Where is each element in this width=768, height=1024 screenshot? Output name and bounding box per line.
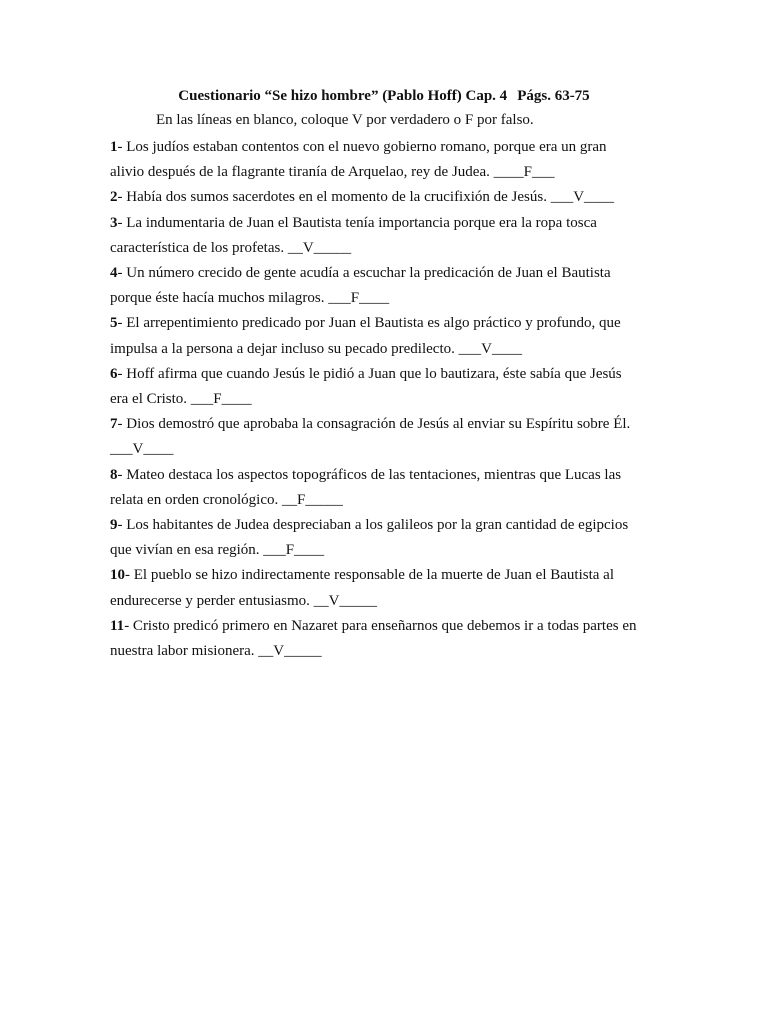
question-text: - Los habitantes de Judea despreciaban a los galileos por la gran cantidad de egipcios bbox=[117, 517, 629, 534]
question-line bbox=[110, 463, 670, 488]
document-title bbox=[0, 86, 768, 106]
question-line: que vivían en esa región. ___F____ bbox=[110, 542, 325, 559]
question-line bbox=[110, 614, 670, 639]
question-line: porque éste hacía muchos milagros. ___F____ bbox=[110, 290, 390, 307]
question-text: - Cristo predicó primero en Nazaret para enseñarnos que debemos ir a todas partes en bbox=[124, 617, 637, 634]
question-line bbox=[110, 513, 670, 538]
question-text: - Los judíos estaban contentos con el nuevo gobierno romano, porque era un gran bbox=[117, 139, 607, 155]
question-number: 2 bbox=[110, 189, 118, 206]
question-4 bbox=[110, 261, 670, 311]
question-text: - La indumentaria de Juan el Bautista tenía importancia porque era la ropa tosca bbox=[117, 214, 597, 231]
title-main: Cuestionario “Se hizo hombre” (Pablo Hoff) Cap. 4 bbox=[178, 88, 508, 104]
question-number: 8 bbox=[110, 466, 118, 483]
question-line: endurecerse y perder entusiasmo. __V_____ bbox=[110, 592, 377, 609]
question-line: ___V____ bbox=[110, 441, 174, 458]
question-line bbox=[110, 185, 670, 210]
question-number: 5 bbox=[110, 315, 118, 332]
question-line: nuestra labor misionera. __V_____ bbox=[110, 643, 322, 660]
question-line: alivio después de la flagrante tiranía de Arquelao, rey de Judea. ____F___ bbox=[110, 164, 555, 181]
question-10 bbox=[110, 563, 670, 613]
question-6 bbox=[110, 362, 670, 412]
question-3 bbox=[110, 211, 670, 261]
question-line bbox=[110, 563, 670, 588]
question-text: - Mateo destaca los aspectos topográficos de las tentaciones, mientras que Lucas las bbox=[117, 466, 622, 483]
question-2 bbox=[110, 185, 670, 210]
question-text: - El arrepentimiento predicado por Juan el Bautista es algo práctico y profundo, que bbox=[117, 315, 621, 332]
question-number: 10 bbox=[110, 567, 125, 584]
question-number: 11 bbox=[110, 617, 125, 634]
question-line bbox=[110, 135, 670, 160]
question-number: 4 bbox=[110, 265, 118, 282]
question-1 bbox=[110, 135, 670, 185]
question-text: - Dios demostró que aprobaba la consagración de Jesús al enviar su Espíritu sobre Él. bbox=[117, 416, 631, 433]
question-line: relata en orden cronológico. __F_____ bbox=[110, 491, 343, 508]
question-9 bbox=[110, 513, 670, 563]
question-text: - El pueblo se hizo indirectamente responsable de la muerte de Juan el Bautista al bbox=[125, 567, 614, 584]
question-text: - Un número crecido de gente acudía a escuchar la predicación de Juan el Bautista bbox=[117, 265, 611, 282]
question-8 bbox=[110, 463, 670, 513]
question-number: 3 bbox=[110, 214, 118, 231]
question-7 bbox=[110, 412, 670, 462]
question-number: 1 bbox=[110, 139, 118, 155]
question-line bbox=[110, 261, 670, 286]
question-line bbox=[110, 311, 670, 336]
instructions-text: En las líneas en blanco, coloque V por verdadero o F por falso. bbox=[156, 112, 534, 128]
title-pages: Págs. 63-75 bbox=[517, 88, 590, 104]
question-line: era el Cristo. ___F____ bbox=[110, 391, 252, 408]
question-text: - Había dos sumos sacerdotes en el momento de la crucifixión de Jesús. ___V____ bbox=[117, 189, 615, 206]
question-line: característica de los profetas. __V_____ bbox=[110, 239, 352, 256]
question-line bbox=[110, 362, 670, 387]
question-line bbox=[110, 412, 670, 437]
question-line: impulsa a la persona a dejar incluso su pecado predilecto. ___V____ bbox=[110, 340, 522, 357]
question-number: 9 bbox=[110, 517, 118, 534]
question-number: 6 bbox=[110, 365, 118, 382]
question-11 bbox=[110, 614, 670, 664]
question-5 bbox=[110, 311, 670, 361]
question-line bbox=[110, 211, 670, 236]
question-text: - Hoff afirma que cuando Jesús le pidió a Juan que lo bautizara, éste sabía que Jesús bbox=[117, 365, 622, 382]
question-list bbox=[110, 135, 670, 664]
question-number: 7 bbox=[110, 416, 118, 433]
